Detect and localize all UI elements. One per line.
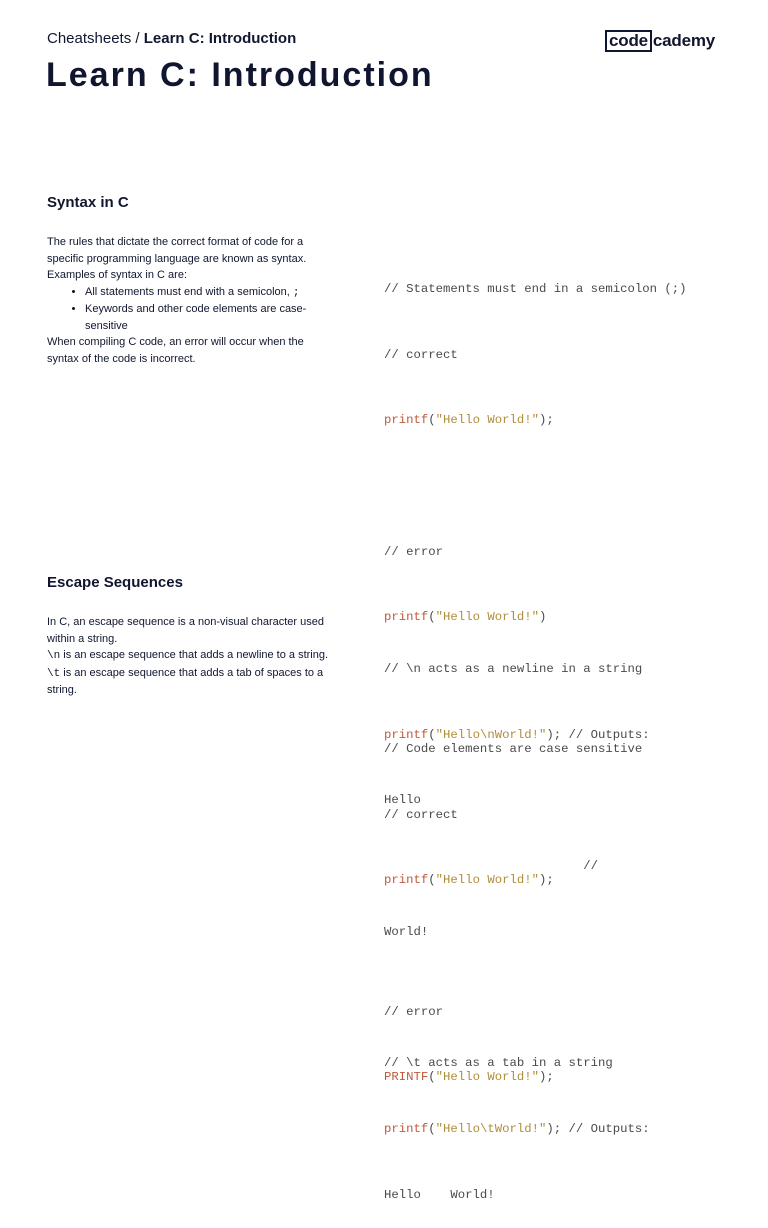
code-function: PRINTF <box>384 1070 429 1085</box>
code-punct: ); // Outputs: <box>546 727 650 742</box>
code-string: "Hello World!" <box>435 413 539 428</box>
code-punct: ( <box>428 610 436 625</box>
code-string: "Hello World!" <box>435 873 539 888</box>
code-line-blank <box>384 987 724 1009</box>
code-line: // error <box>384 544 444 559</box>
code-line: Hello <box>384 793 421 808</box>
code-punct: ( <box>428 413 436 428</box>
escape-text-span: is an escape sequence that adds a tab of spaces to a string. <box>47 666 324 696</box>
list-item: • Keywords and other code elements are case-sensitive <box>85 301 329 334</box>
code-line-blank <box>384 476 724 498</box>
code-string: "Hello World!" <box>435 1070 539 1085</box>
code-line <box>384 1119 724 1141</box>
code-function: printf <box>384 610 429 625</box>
syntax-intro: The rules that dictate the correct format of code for a specific programming language are known as syntax. Examples of syntax in C are: <box>47 236 307 281</box>
code-punct: ); // Outputs: <box>546 1121 650 1136</box>
escape-text-2 <box>47 647 329 699</box>
section-title-escape-sequences: Escape Sequences <box>47 574 183 591</box>
breadcrumb-current: Learn C: Introduction <box>143 30 297 47</box>
code-function: printf <box>384 1121 429 1136</box>
code-line: // Statements must end in a semicolon (;) <box>384 281 687 296</box>
escape-text-span: is an escape sequence that adds a newline to a string. <box>60 649 329 661</box>
code-string: "Hello\nWorld!" <box>435 727 547 742</box>
code-line: // correct <box>384 347 458 362</box>
code-punct: ( <box>428 1070 436 1085</box>
escape-description <box>47 614 329 699</box>
code-line: // <box>384 858 599 873</box>
breadcrumb-parent-link[interactable]: Cheatsheets <box>47 30 132 47</box>
section-title-syntax: Syntax in C <box>47 194 129 211</box>
code-line: World! <box>384 924 429 939</box>
escape-text-1: In C, an escape sequence is a non-visual character used within a string. <box>47 616 324 645</box>
code-line: // \n acts as a newline in a string <box>384 661 643 676</box>
code-line: // \t acts as a tab in a string <box>384 1056 613 1071</box>
code-punct: ); <box>538 413 554 428</box>
syntax-outro: When compiling C code, an error will occur when the syntax of the code is incorrect. <box>47 336 304 365</box>
inline-code: ; <box>292 286 300 299</box>
escape-code-block <box>384 615 724 1228</box>
code-line: // correct <box>384 807 458 822</box>
page-title: Learn C: Introduction <box>46 56 434 94</box>
logo-rest-text: cademy <box>652 31 716 50</box>
code-punct: ( <box>428 1121 436 1136</box>
bullet-text: All statements must end with a semicolon, <box>85 285 293 298</box>
code-punct: ( <box>428 873 436 888</box>
code-punct: ) <box>538 610 547 625</box>
list-item <box>85 284 329 302</box>
code-punct: ); <box>538 1070 554 1085</box>
breadcrumb <box>47 30 296 48</box>
code-string: "Hello\tWorld!" <box>435 1121 547 1136</box>
syntax-bullet-list <box>47 284 329 335</box>
code-function: printf <box>384 727 429 742</box>
code-string: "Hello World!" <box>435 610 539 625</box>
code-punct: ( <box>428 727 436 742</box>
code-line: // error <box>384 1004 444 1019</box>
code-function: printf <box>384 413 429 428</box>
inline-code: \t <box>47 667 61 680</box>
code-line <box>384 725 724 747</box>
code-line: Hello World! <box>384 1187 495 1202</box>
breadcrumb-separator: / <box>131 30 144 47</box>
syntax-description <box>47 234 329 367</box>
code-line: // Code elements are case sensitive <box>384 741 643 756</box>
code-punct: ); <box>538 873 554 888</box>
logo-boxed-text: code <box>605 30 652 52</box>
inline-code: \n <box>47 650 61 662</box>
code-line <box>384 410 724 432</box>
codecademy-logo[interactable] <box>605 30 715 52</box>
code-function: printf <box>384 873 429 888</box>
